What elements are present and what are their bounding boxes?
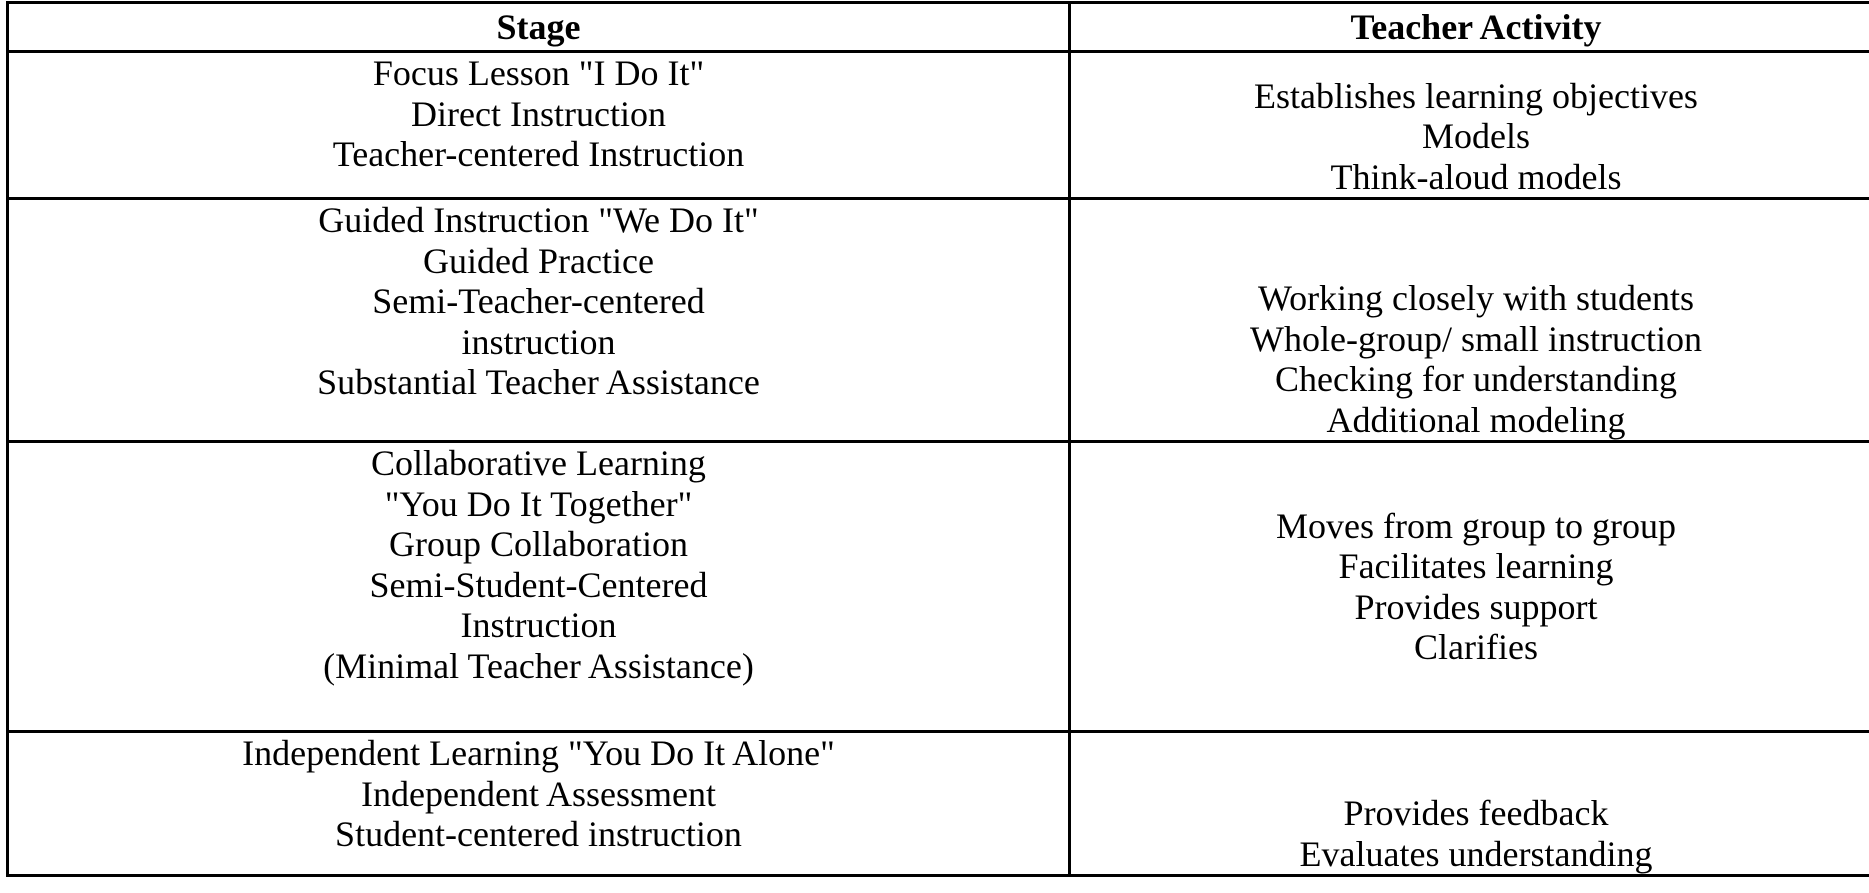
- stage-line: Guided Practice: [423, 240, 654, 281]
- activity-cell: [1070, 199, 1869, 442]
- stage-cell: [8, 199, 1070, 442]
- stage-line: Semi-Student-Centered: [369, 564, 708, 605]
- stage-line: Semi-Teacher-centered: [372, 281, 705, 321]
- activity-cell: [1070, 442, 1869, 732]
- table-row: [8, 52, 1869, 199]
- activity-cell: [1070, 52, 1869, 199]
- stage-line: Teacher-centered Instruction: [332, 134, 745, 174]
- stage-cell: [8, 52, 1070, 199]
- stage-line: (Minimal Teacher Assistance): [323, 645, 754, 686]
- column-header-teacher-activity: Teacher Activity: [1070, 3, 1869, 52]
- stage-line: "You Do It Together": [384, 483, 693, 524]
- column-header-stage: Stage: [8, 3, 1070, 52]
- activity-line: Think-aloud models: [1330, 156, 1622, 197]
- activity-line: Additional modeling: [1326, 399, 1626, 440]
- activity-line: Provides feedback: [1343, 793, 1609, 833]
- stage-line: Guided Instruction "We Do It": [318, 200, 759, 240]
- stage-cell: [8, 732, 1070, 876]
- table-row: [8, 199, 1869, 442]
- stage-line: Focus Lesson "I Do It": [372, 53, 705, 93]
- stage-cell: [8, 442, 1070, 732]
- stage-line: Substantial Teacher Assistance: [317, 362, 760, 402]
- activity-line: Evaluates understanding: [1299, 833, 1653, 874]
- table-row: [8, 442, 1869, 732]
- stage-line: Direct Instruction: [411, 93, 666, 134]
- gradual-release-table: [6, 1, 1869, 877]
- activity-line: Checking for understanding: [1275, 359, 1677, 399]
- activity-line: Moves from group to group: [1276, 505, 1676, 546]
- activity-line: Provides support: [1354, 586, 1598, 627]
- activity-line: Clarifies: [1414, 627, 1538, 667]
- table-row: [8, 732, 1869, 876]
- stage-line: Instruction: [460, 605, 617, 645]
- stage-line: Collaborative Learning: [371, 443, 706, 483]
- table-header-row: [8, 3, 1869, 52]
- stage-line: Independent Assessment: [361, 773, 716, 814]
- activity-cell: [1070, 732, 1869, 876]
- activity-line: Facilitates learning: [1338, 546, 1614, 586]
- stage-line: Independent Learning "You Do It Alone": [242, 733, 835, 773]
- stage-line: Group Collaboration: [389, 524, 688, 564]
- activity-line: Working closely with students: [1257, 278, 1695, 318]
- stage-line: Student-centered instruction: [335, 814, 742, 854]
- activity-line: Whole-group/ small instruction: [1250, 318, 1702, 359]
- stage-line: instruction: [461, 321, 616, 362]
- activity-line: Establishes learning objectives: [1254, 75, 1698, 116]
- activity-line: Models: [1422, 116, 1530, 156]
